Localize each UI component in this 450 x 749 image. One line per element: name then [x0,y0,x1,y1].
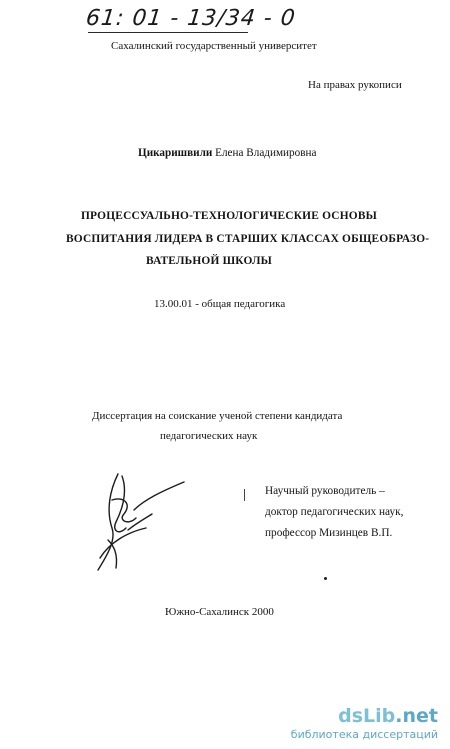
degree-statement-line-1: Диссертация на соискание ученой степени кандидата [92,410,343,422]
advisor-mark [244,489,245,501]
manuscript-rights-note: На правах рукописи [308,79,402,91]
dissertation-title-line-2: ВОСПИТАНИЯ ЛИДЕРА В СТАРШИХ КЛАССАХ ОБЩЕОБРАЗО- [66,233,430,245]
archive-code-handwritten: 61: 01 - 13/34 - 0 [84,6,298,31]
advisor-line-3: профессор Мизинцев В.П. [265,527,393,539]
watermark-tagline: библиотека диссертаций [290,728,438,741]
advisor-line-2: доктор педагогических наук, [265,506,404,518]
dissertation-title-line-1: ПРОЦЕССУАЛЬНО-ТЕХНОЛОГИЧЕСКИЕ ОСНОВЫ [81,210,378,222]
specialty-code: 13.00.01 - общая педагогика [154,298,286,310]
ink-dot [324,577,327,580]
author-given-names: Елена Владимировна [215,147,317,159]
author-surname: Цикаришвили [138,147,213,159]
handwritten-signature [88,470,188,580]
watermark-logo-part-2: .net [395,705,438,727]
archive-code-underline [88,32,248,33]
watermark [291,707,438,741]
city-year: Южно-Сахалинск 2000 [165,606,274,618]
watermark-logo [291,707,438,726]
university-name: Сахалинский государственный университет [111,40,317,52]
watermark-logo-part-1: dsLib [338,705,396,727]
advisor-line-1: Научный руководитель – [265,485,385,497]
dissertation-title-line-3: ВАТЕЛЬНОЙ ШКОЛЫ [146,255,273,267]
degree-statement-line-2: педагогических наук [160,430,258,442]
author-name [138,148,316,159]
